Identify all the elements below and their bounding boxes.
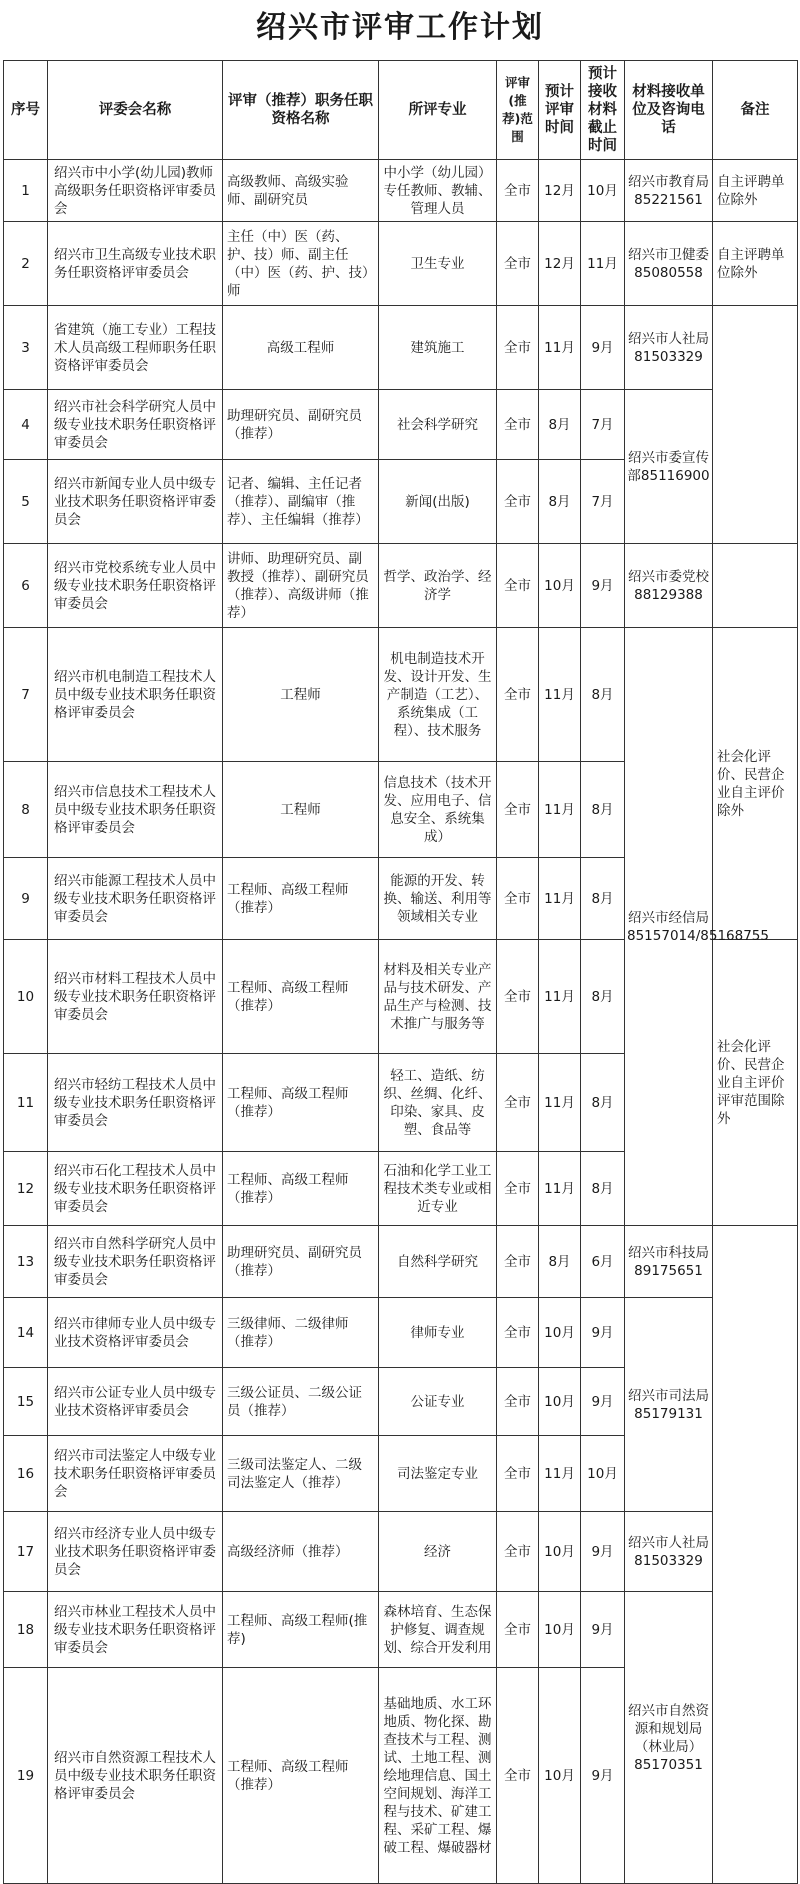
qualification: 高级教师、高级实验师、副研究员 [223,160,379,222]
qualification: 三级律师、二级律师（推荐） [223,1298,379,1368]
review-time: 10月 [539,1512,581,1592]
deadline: 11月 [581,222,625,306]
scope: 全市 [497,160,539,222]
scope: 全市 [497,858,539,940]
scope: 全市 [497,1226,539,1298]
row-no: 10 [4,940,48,1054]
committee-name: 绍兴市社会科学研究人员中级专业技术职务任职资格评审委员会 [48,390,223,460]
review-time: 11月 [539,940,581,1054]
review-time: 10月 [539,1298,581,1368]
deadline: 7月 [581,390,625,460]
qualification: 三级公证员、二级公证员（推荐） [223,1368,379,1436]
committee-name: 绍兴市材料工程技术人员中级专业技术职务任职资格评审委员会 [48,940,223,1054]
committee-name: 绍兴市能源工程技术人员中级专业技术职务任职资格评审委员会 [48,858,223,940]
review-time: 12月 [539,222,581,306]
qualification: 助理研究员、副研究员（推荐） [223,390,379,460]
deadline: 9月 [581,1368,625,1436]
contact: 绍兴市人社局81503329 [625,1512,713,1592]
specialty: 机电制造技术开发、设计开发、生产制造（工艺）、系统集成（工程）、技术服务 [379,628,497,762]
row-no: 1 [4,160,48,222]
scope: 全市 [497,390,539,460]
qualification: 记者、编辑、主任记者（推荐）、副编审（推荐）、主任编辑（推荐） [223,460,379,544]
committee-name: 绍兴市信息技术工程技术人员中级专业技术职务任职资格评审委员会 [48,762,223,858]
table-row [4,628,798,762]
deadline: 10月 [581,160,625,222]
header-cell: 材料接收单位及咨询电话 [625,61,713,160]
committee-name: 绍兴市石化工程技术人员中级专业技术职务任职资格评审委员会 [48,1152,223,1226]
contact: 绍兴市人社局81503329 [625,306,713,390]
specialty: 新闻(出版) [379,460,497,544]
row-no: 12 [4,1152,48,1226]
specialty: 森林培育、生态保护修复、调查规划、综合开发利用 [379,1592,497,1668]
header-cell: 备注 [713,61,798,160]
committee-name: 绍兴市中小学(幼儿园)教师高级职务任职资格评审委员会 [48,160,223,222]
deadline: 8月 [581,628,625,762]
note: 社会化评价、民营企业自主评价除外 [713,628,798,940]
qualification: 高级经济师（推荐） [223,1512,379,1592]
header-cell: 评委会名称 [48,61,223,160]
qualification: 工程师、高级工程师（推荐） [223,1668,379,1884]
deadline: 9月 [581,306,625,390]
header-cell: 预计接收材料截止时间 [581,61,625,160]
scope: 全市 [497,762,539,858]
committee-name: 绍兴市自然资源工程技术人员中级专业技术职务任职资格评审委员会 [48,1668,223,1884]
contact: 绍兴市科技局89175651 [625,1226,713,1298]
contact: 绍兴市司法局85179131 [625,1298,713,1512]
qualification: 高级工程师 [223,306,379,390]
specialty: 中小学（幼儿园）专任教师、教辅、管理人员 [379,160,497,222]
table-row [4,160,798,222]
row-no: 4 [4,390,48,460]
committee-name: 绍兴市新闻专业人员中级专业技术职务任职资格评审委员会 [48,460,223,544]
review-time: 10月 [539,544,581,628]
specialty: 石油和化学工业工程技术类专业或相近专业 [379,1152,497,1226]
deadline: 7月 [581,460,625,544]
committee-name: 绍兴市轻纺工程技术人员中级专业技术职务任职资格评审委员会 [48,1054,223,1152]
note-empty [713,544,798,628]
qualification: 三级司法鉴定人、二级司法鉴定人（推荐） [223,1436,379,1512]
review-time: 8月 [539,1226,581,1298]
note: 社会化评价、民营企业自主评价评审范围除外 [713,940,798,1226]
qualification: 助理研究员、副研究员（推荐） [223,1226,379,1298]
committee-name: 绍兴市律师专业人员中级专业技术资格评审委员会 [48,1298,223,1368]
deadline: 8月 [581,1054,625,1152]
scope: 全市 [497,544,539,628]
review-time: 10月 [539,1368,581,1436]
specialty: 建筑施工 [379,306,497,390]
page-title: 绍兴市评审工作计划 [256,10,544,45]
row-no: 17 [4,1512,48,1592]
note-empty [713,1226,798,1884]
deadline: 9月 [581,544,625,628]
qualification: 工程师、高级工程师(推荐) [223,1592,379,1668]
deadline: 8月 [581,762,625,858]
contact: 绍兴市教育局85221561 [625,160,713,222]
review-time: 8月 [539,460,581,544]
note-empty [713,306,798,544]
scope: 全市 [497,1054,539,1152]
specialty: 信息技术（技术开发、应用电子、信息安全、系统集成） [379,762,497,858]
table-row [4,544,798,628]
review-time: 12月 [539,160,581,222]
specialty: 社会科学研究 [379,390,497,460]
table-row [4,1512,798,1592]
specialty: 能源的开发、转换、输送、利用等领域相关专业 [379,858,497,940]
specialty: 经济 [379,1512,497,1592]
scope: 全市 [497,460,539,544]
deadline: 9月 [581,1668,625,1884]
deadline: 8月 [581,940,625,1054]
row-no: 19 [4,1668,48,1884]
specialty: 卫生专业 [379,222,497,306]
row-no: 3 [4,306,48,390]
scope: 全市 [497,1152,539,1226]
contact: 绍兴市卫健委85080558 [625,222,713,306]
deadline: 9月 [581,1298,625,1368]
specialty: 自然科学研究 [379,1226,497,1298]
scope: 全市 [497,1512,539,1592]
committee-name: 绍兴市党校系统专业人员中级专业技术职务任职资格评审委员会 [48,544,223,628]
committee-name: 绍兴市公证专业人员中级专业技术资格评审委员会 [48,1368,223,1436]
committee-name: 省建筑（施工专业）工程技术人员高级工程师职务任职资格评审委员会 [48,306,223,390]
row-no: 14 [4,1298,48,1368]
scope: 全市 [497,1368,539,1436]
qualification: 工程师 [223,628,379,762]
table-header-row [4,61,798,160]
row-no: 9 [4,858,48,940]
specialty: 司法鉴定专业 [379,1436,497,1512]
qualification: 工程师、高级工程师（推荐） [223,940,379,1054]
review-plan-table [3,60,798,1884]
header-cell: 评审（推荐）职务任职资格名称 [223,61,379,160]
scope: 全市 [497,306,539,390]
committee-name: 绍兴市经济专业人员中级专业技术职务任职资格评审委员会 [48,1512,223,1592]
row-no: 16 [4,1436,48,1512]
committee-name: 绍兴市自然科学研究人员中级专业技术职务任职资格评审委员会 [48,1226,223,1298]
deadline: 9月 [581,1512,625,1592]
table-row [4,306,798,390]
review-time: 11月 [539,628,581,762]
row-no: 15 [4,1368,48,1436]
scope: 全市 [497,628,539,762]
specialty: 基础地质、水工环地质、物化探、勘查技术与工程、测试、土地工程、测绘地理信息、国土空间规划、海洋工程与技术、矿建工程、采矿工程、爆破工程、爆破器材 [379,1668,497,1884]
table-row [4,1226,798,1298]
qualification: 工程师、高级工程师（推荐） [223,858,379,940]
row-no: 8 [4,762,48,858]
review-time: 11月 [539,762,581,858]
header-cell: 序号 [4,61,48,160]
committee-name: 绍兴市林业工程技术人员中级专业技术职务任职资格评审委员会 [48,1592,223,1668]
table-row [4,1298,798,1368]
specialty: 哲学、政治学、经济学 [379,544,497,628]
deadline: 6月 [581,1226,625,1298]
contact: 绍兴市委宣传部85116900 [625,390,713,544]
contact: 绍兴市经信局85157014/85168755 [625,628,713,1226]
row-no: 11 [4,1054,48,1152]
row-no: 13 [4,1226,48,1298]
header-cell: 所评专业 [379,61,497,160]
specialty: 材料及相关专业产品与技术研发、产品生产与检测、技术推广与服务等 [379,940,497,1054]
qualification: 工程师 [223,762,379,858]
contact: 绍兴市委党校88129388 [625,544,713,628]
contact: 绍兴市自然资源和规划局（林业局）85170351 [625,1592,713,1884]
table-row [4,1592,798,1668]
committee-name: 绍兴市卫生高级专业技术职务任职资格评审委员会 [48,222,223,306]
table-row [4,390,798,460]
scope: 全市 [497,1436,539,1512]
qualification: 讲师、助理研究员、副教授（推荐）、副研究员（推荐）、高级讲师（推荐） [223,544,379,628]
review-time: 11月 [539,858,581,940]
qualification: 主任（中）医（药、护、技）师、副主任（中）医（药、护、技）师 [223,222,379,306]
row-no: 7 [4,628,48,762]
review-time: 10月 [539,1668,581,1884]
scope: 全市 [497,222,539,306]
scope: 全市 [497,1668,539,1884]
specialty: 律师专业 [379,1298,497,1368]
deadline: 9月 [581,1592,625,1668]
deadline: 8月 [581,1152,625,1226]
review-time: 8月 [539,390,581,460]
note: 自主评聘单位除外 [713,222,798,306]
review-time: 11月 [539,1054,581,1152]
committee-name: 绍兴市机电制造工程技术人员中级专业技术职务任职资格评审委员会 [48,628,223,762]
review-time: 10月 [539,1592,581,1668]
row-no: 18 [4,1592,48,1668]
row-no: 2 [4,222,48,306]
scope: 全市 [497,940,539,1054]
header-cell: 预计评审时间 [539,61,581,160]
table-row [4,222,798,306]
review-time: 11月 [539,1436,581,1512]
deadline: 10月 [581,1436,625,1512]
scope: 全市 [497,1592,539,1668]
specialty: 轻工、造纸、纺织、丝绸、化纤、印染、家具、皮塑、食品等 [379,1054,497,1152]
row-no: 6 [4,544,48,628]
qualification: 工程师、高级工程师（推荐） [223,1054,379,1152]
review-time: 11月 [539,1152,581,1226]
deadline: 8月 [581,858,625,940]
scope: 全市 [497,1298,539,1368]
committee-name: 绍兴市司法鉴定人中级专业技术职务任职资格评审委员会 [48,1436,223,1512]
row-no: 5 [4,460,48,544]
review-time: 11月 [539,306,581,390]
note: 自主评聘单位除外 [713,160,798,222]
header-cell: 评审(推荐)范围 [497,61,539,160]
specialty: 公证专业 [379,1368,497,1436]
qualification: 工程师、高级工程师（推荐） [223,1152,379,1226]
